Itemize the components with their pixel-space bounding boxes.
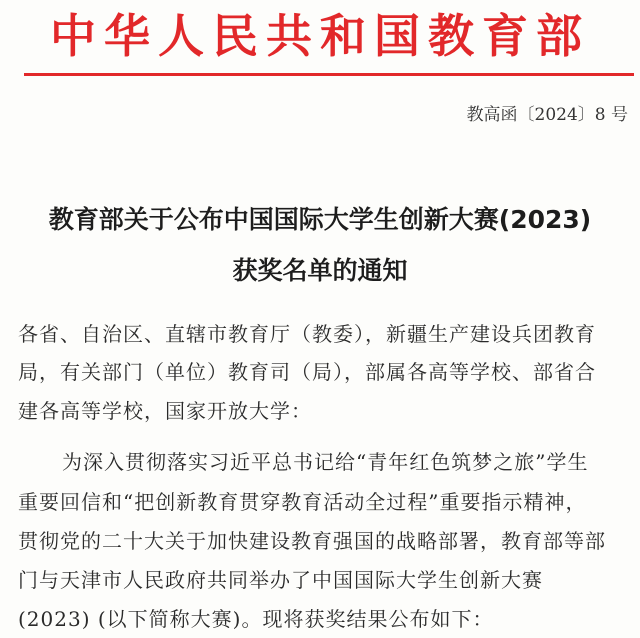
body-line: 门与天津市人民政府共同举办了中国国际大学生创新大赛 bbox=[18, 568, 543, 592]
body-line: 各省、自治区、直辖市教育厅（教委），新疆生产建设兵团教育 bbox=[18, 322, 596, 346]
issuer-header: 中华人民共和国教育部 bbox=[50, 9, 590, 63]
red-divider bbox=[24, 73, 634, 76]
body-line: 建各高等学校，国家开放大学： bbox=[18, 399, 312, 423]
body-line: (2023) (以下简称大赛)。现将获奖结果公布如下： bbox=[18, 607, 494, 631]
document-number: 教高函〔2024〕8 号 bbox=[466, 105, 628, 125]
body-line: 局，有关部门（单位）教育司（局），部属各高等学校、部省合 bbox=[18, 360, 596, 384]
notice-title-line-2: 获奖名单的通知 bbox=[232, 256, 408, 285]
body-line: 贯彻党的二十大关于加快建设教育强国的战略部署，教育部等部 bbox=[18, 529, 606, 553]
notice-title-line-1: 教育部关于公布中国国际大学生创新大赛(2023) bbox=[48, 205, 592, 234]
body-line: 为深入贯彻落实习近平总书记给“青年红色筑梦之旅”学生 bbox=[62, 450, 589, 474]
body-line: 重要回信和“把创新教育贯穿教育活动全过程”重要指示精神， bbox=[18, 490, 587, 514]
